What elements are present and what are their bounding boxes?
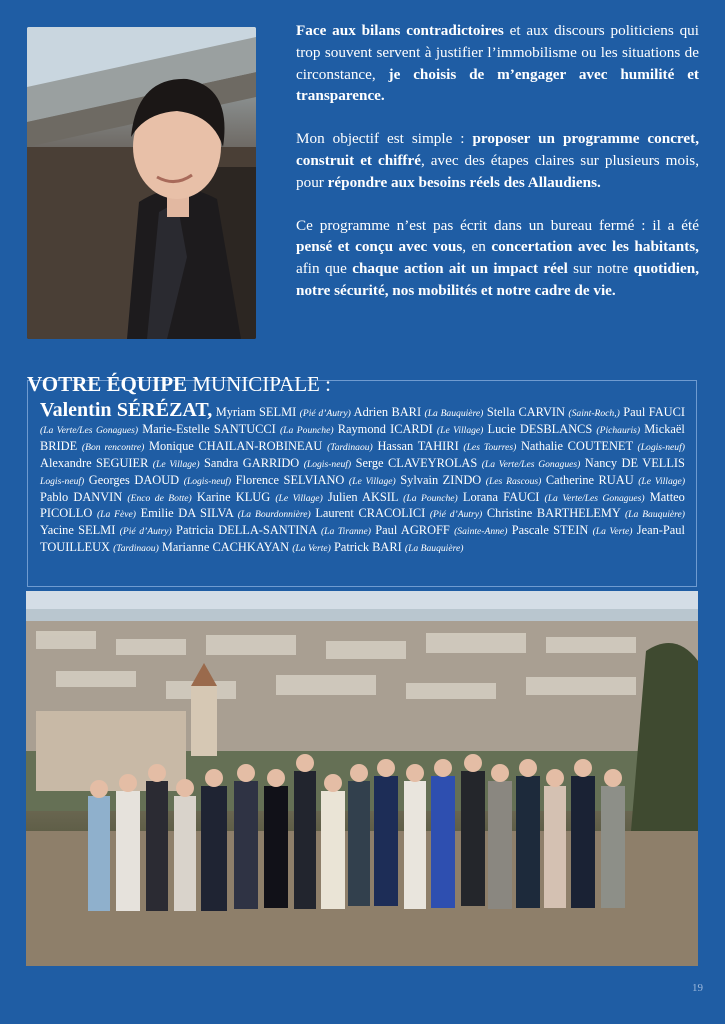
team-member-area: (Logis-neuf) bbox=[637, 441, 685, 453]
team-member-name: Serge CLAVEYROLAS bbox=[355, 455, 478, 470]
team-member-area: (La Verte/Les Gonagues) bbox=[544, 492, 645, 504]
team-member-area: (Les Tourres) bbox=[463, 441, 517, 453]
team-member-name: Laurent CRACOLICI bbox=[315, 506, 426, 521]
intro-p1-run: je choisis de m’engager avec humilité et transparence. bbox=[296, 65, 699, 105]
intro-p3-run: , en bbox=[462, 238, 492, 256]
team-member-name: Raymond ICARDI bbox=[337, 421, 433, 436]
team-member-name: Pablo DANVIN bbox=[40, 489, 123, 504]
team-member-area: (Le Village) bbox=[348, 475, 396, 487]
intro-p2-run: proposer un programme concret, construit et chiffré bbox=[296, 130, 699, 169]
team-member-area: (La Verte/Les Gonagues) bbox=[481, 458, 581, 470]
team-member-name: Florence SELVIANO bbox=[235, 472, 345, 487]
intro-p3-run: afin que bbox=[296, 260, 353, 278]
team-member-name: Lucie DESBLANCS bbox=[487, 421, 593, 436]
team-leader: Valentin SÉRÉZAT, bbox=[40, 399, 213, 421]
team-member-area: (La Verte) bbox=[592, 526, 633, 538]
team-member-name: Stella CARVIN bbox=[486, 405, 565, 419]
team-member-list bbox=[40, 400, 685, 557]
team-member-area: (Le Village) bbox=[638, 475, 686, 487]
team-member-name: Emilie DA SILVA bbox=[140, 506, 234, 521]
team-member-name: Karine KLUG bbox=[196, 489, 271, 504]
team-group-photo bbox=[26, 591, 698, 966]
team-member-area: (Pichauris) bbox=[596, 424, 641, 436]
team-member-area: (La Bauquière) bbox=[424, 408, 484, 419]
team-member-name: Christine BARTHELEMY bbox=[486, 506, 621, 521]
team-member-name: Marianne CACHKAYAN bbox=[161, 540, 290, 555]
team-member-name: Paul FAUCI bbox=[623, 405, 685, 419]
team-member-area: (La Bauquière) bbox=[404, 543, 464, 555]
team-members bbox=[40, 405, 685, 554]
team-member-area: (Saint-Roch,) bbox=[568, 408, 620, 419]
team-member-area: (La Bourdonnière) bbox=[237, 509, 311, 521]
team-member-area: (Le Village) bbox=[152, 458, 200, 470]
team-member-area: (Pié d’Autry) bbox=[119, 526, 172, 538]
team-member-name: Alexandre SEGUIER bbox=[40, 455, 149, 470]
intro-p2-run: , avec des étapes claires sur plusieurs mois, pour bbox=[296, 151, 699, 191]
team-member-area: (La Pounche) bbox=[403, 492, 458, 504]
intro-p2-run: Mon objectif est simple : bbox=[296, 130, 473, 148]
team-member-area: (La Fève) bbox=[96, 509, 136, 521]
team-member-name: Patricia DELLA-SANTINA bbox=[176, 523, 317, 538]
team-member-name: Hassan TAHIRI bbox=[377, 438, 459, 453]
intro-paragraph-3 bbox=[296, 215, 699, 302]
team-member-area: (Pié d’Autry) bbox=[299, 408, 351, 419]
team-member-area: (Logis-neuf) bbox=[303, 458, 352, 470]
team-heading bbox=[27, 371, 331, 397]
team-member-area: (Pié d’Autry) bbox=[429, 509, 483, 521]
team-member-area: (Bon rencontre) bbox=[81, 441, 145, 453]
intro-p3-run: sur notre bbox=[567, 260, 634, 278]
team-member-area: (La Verte) bbox=[292, 543, 331, 555]
team-member-name: Adrien BARI bbox=[353, 405, 422, 419]
candidate-portrait-photo bbox=[27, 27, 256, 339]
intro-p3-run: quotidien, notre sécurité, nos mobilités et notre cadre de vie. bbox=[296, 260, 699, 299]
page-number: 19 bbox=[692, 982, 703, 994]
team-member-name: Georges DAOUD bbox=[88, 472, 180, 487]
team-member-area: (La Pounche) bbox=[279, 424, 334, 436]
team-member-name: Pascale STEIN bbox=[511, 523, 589, 538]
team-member-name: Monique CHAILAN-ROBINEAU bbox=[149, 438, 323, 453]
team-heading-bold: VOTRE ÉQUIPE bbox=[27, 372, 188, 396]
team-member-name: Nancy DE VELLIS bbox=[584, 455, 685, 470]
team-member-area: (Enco de Botte) bbox=[127, 492, 192, 504]
intro-p2-run: répondre aux besoins réels des Allaudiens. bbox=[327, 173, 601, 191]
team-member-area: (Les Rascous) bbox=[485, 475, 542, 487]
team-member-name: Catherine RUAU bbox=[545, 472, 634, 487]
portrait-illustration bbox=[27, 27, 256, 339]
team-member-area: Logis-neuf) bbox=[40, 475, 85, 487]
intro-p3-run: pensé et conçu avec vous bbox=[296, 238, 463, 256]
intro-paragraph-1 bbox=[296, 20, 699, 107]
group-photo-illustration bbox=[26, 591, 698, 966]
team-member-name: Marie-Estelle SANTUCCI bbox=[142, 421, 276, 436]
intro-p3-run: chaque action ait un impact réel bbox=[352, 260, 568, 278]
team-member-area: (Tardinaou) bbox=[113, 543, 159, 555]
intro-text bbox=[296, 20, 699, 323]
team-member-area: (La Tiranne) bbox=[320, 526, 371, 538]
team-member-area: (Tardinaou) bbox=[327, 441, 373, 453]
intro-p1-run: Face aux bilans contradictoires bbox=[296, 22, 504, 39]
team-member-name: Lorana FAUCI bbox=[462, 489, 540, 504]
intro-paragraph-2 bbox=[296, 128, 699, 193]
team-member-name: Yacine SELMI bbox=[40, 523, 116, 538]
team-heading-rest: MUNICIPALE : bbox=[187, 372, 331, 396]
intro-p3-run: Ce programme n’est pas écrit dans un bureau fermé : il a été bbox=[296, 216, 699, 234]
team-member-area: (La Bauquière) bbox=[624, 509, 685, 521]
team-member-name: Jean-Paul TOUILLEUX bbox=[40, 523, 685, 555]
team-member-area: (Logis-neuf) bbox=[183, 475, 232, 487]
team-member-name: Mickaël BRIDE bbox=[40, 421, 685, 453]
team-member-area: (Sainte-Anne) bbox=[454, 526, 508, 538]
team-member-name: Sylvain ZINDO bbox=[400, 472, 482, 487]
team-member-area: (La Verte/Les Gonagues) bbox=[40, 424, 139, 436]
team-member-name: Julien AKSIL bbox=[327, 489, 399, 504]
team-member-name: Paul AGROFF bbox=[375, 523, 450, 538]
team-member-name: Patrick BARI bbox=[333, 540, 402, 555]
team-member-name: Matteo PICOLLO bbox=[40, 489, 685, 521]
team-member-name: Myriam SELMI bbox=[215, 405, 297, 419]
team-member-area: (Le Village) bbox=[275, 492, 323, 504]
team-member-name: Sandra GARRIDO bbox=[203, 455, 300, 470]
team-member-area: (Le Village) bbox=[436, 424, 484, 436]
intro-p3-run: concertation avec les habitants, bbox=[491, 238, 699, 256]
intro-p1-run: et aux discours politiciens qui trop souvent servent à justifier l’immobilisme ou les situations de circonstance, bbox=[296, 22, 699, 83]
team-member-name: Nathalie COUTENET bbox=[520, 438, 633, 453]
